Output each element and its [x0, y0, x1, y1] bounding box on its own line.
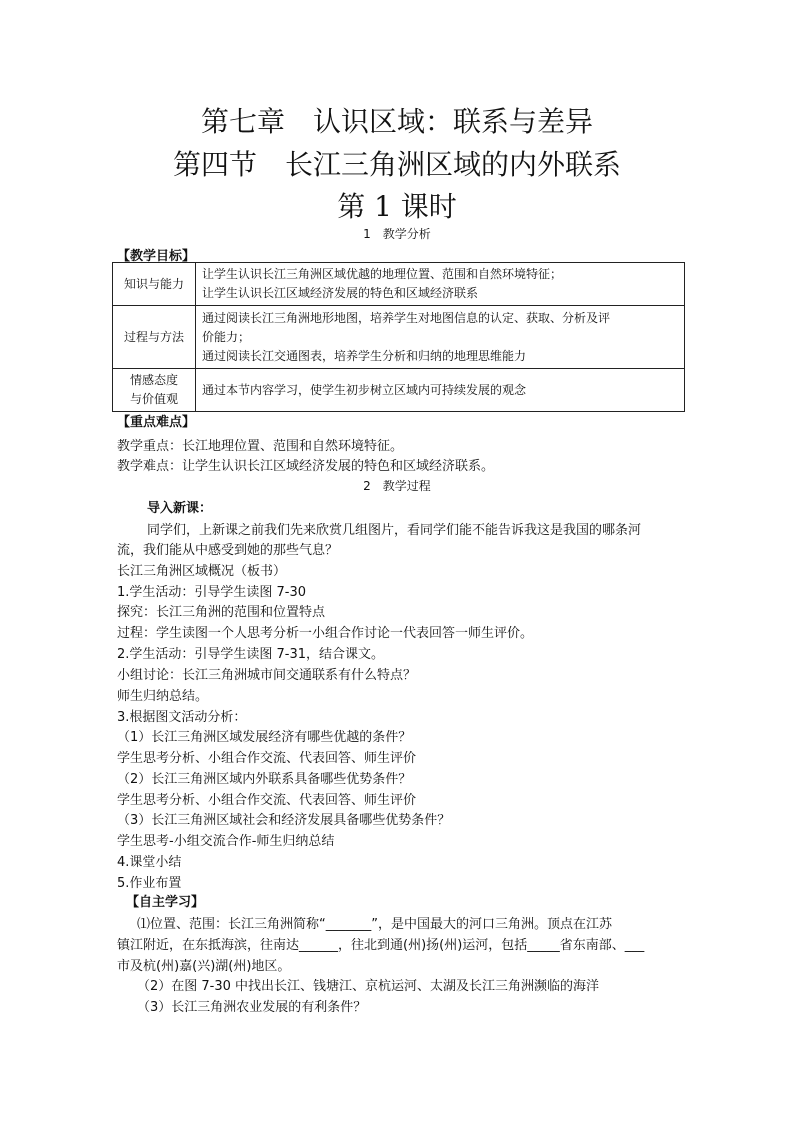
analysis-heading: 1 教学分析	[363, 227, 431, 241]
body-line: 探究：长江三角洲的范围和位置特点	[117, 605, 326, 620]
goals-text-line: 让学生认识长江区域经济发展的特色和区域经济联系	[202, 286, 479, 300]
goals-content-knowledge	[196, 263, 685, 306]
goals-table	[112, 262, 685, 412]
self-study-line: 镇江附近，在东抵海滨，往南达______，往北到通(州)扬(州)运河，包括_____省东南部、___	[117, 938, 645, 953]
self-study-line: 市及杭(州)嘉(兴)湖(州)地区。	[117, 959, 291, 974]
body-line: 过程：学生读图一个人思考分析一小组合作讨论一代表回答一师生评价。	[117, 626, 534, 641]
self-study-line: （3）长江三角洲农业发展的有利条件？	[137, 1000, 367, 1015]
self-study-heading: 【自主学习】	[126, 895, 205, 910]
self-study-line: ⑴位置、范围：长江三角洲简称“_______”，是中国最大的河口三角洲。顶点在江苏	[137, 917, 612, 932]
body-line: 小组讨论：长江三角洲城市间交通联系有什么特点？	[117, 668, 417, 683]
goals-text-line: 通过阅读长江三角洲地形地图，培养学生对地图信息的认定、获取、分析及评	[202, 310, 611, 325]
intro-heading: 导入新课：	[147, 501, 213, 516]
goals-row-process	[113, 306, 685, 369]
process-heading: 2 教学过程	[363, 479, 431, 493]
goals-text-line: 通过阅读长江交通图表，培养学生分析和归纳的地理思维能力	[202, 348, 527, 363]
goals-label-process: 过程与方法	[113, 306, 196, 369]
body-line: （3）长江三角洲区域社会和经济发展具备哪些优势条件？	[117, 813, 451, 828]
goals-heading: 【教学目标】	[117, 249, 196, 264]
body-line: 5.作业布置	[117, 876, 182, 891]
key-points-heading: 【重点难点】	[117, 415, 196, 430]
lesson-title: 第 1 课时	[337, 190, 457, 223]
body-line: 长江三角洲区域概况（板书）	[117, 564, 287, 579]
goals-content-process	[196, 306, 685, 369]
body-line: 4.课堂小结	[117, 855, 182, 870]
goals-text-line: 让学生认识长江三角洲区域优越的地理位置、范围和自然环境特征；	[202, 267, 563, 281]
key-point-text: 教学重点：长江地理位置、范围和自然环境特征。	[117, 439, 404, 454]
body-line: 1.学生活动：引导学生读图 7-30	[117, 585, 307, 600]
body-line: 学生思考-小组交流合作-师生归纳总结	[117, 834, 335, 849]
goals-row-knowledge	[113, 263, 685, 306]
goals-label-attitude	[113, 369, 196, 412]
goals-row-attitude	[113, 369, 685, 412]
body-line: 同学们，上新课之前我们先来欣赏几组图片，看同学们能不能告诉我这是我国的哪条河	[147, 523, 642, 538]
goals-label-knowledge: 知识与能力	[113, 263, 196, 306]
body-line: 2.学生活动：引导学生读图 7-31，结合课文。	[117, 647, 385, 662]
body-line: 学生思考分析、小组合作交流、代表回答、师生评价	[117, 751, 417, 766]
goals-label-line: 情感态度	[129, 373, 178, 387]
goals-content-attitude	[196, 369, 685, 412]
goals-text-line: 价能力；	[202, 329, 251, 344]
body-line: （1）长江三角洲区域发展经济有哪些优越的条件？	[117, 730, 412, 745]
body-line: 流，我们能从中感受到她的那些气息？	[117, 543, 339, 558]
body-line: 师生归纳总结。	[117, 689, 209, 704]
body-line: 3.根据图文活动分析：	[117, 710, 247, 725]
goals-label-line: 与价值观	[129, 392, 178, 406]
body-line: （2）长江三角洲区域内外联系具备哪些优势条件？	[117, 772, 412, 787]
self-study-line: （2）在图 7-30 中找出长江、钱塘江、京杭运河、太湖及长江三角洲濒临的海洋	[137, 979, 600, 994]
section-title: 第四节 长江三角洲区域的内外联系	[172, 148, 621, 181]
goals-text-line: 通过本节内容学习，使学生初步树立区域内可持续发展的观念	[202, 382, 527, 397]
body-line: 学生思考分析、小组合作交流、代表回答、师生评价	[117, 793, 417, 808]
chapter-title: 第七章 认识区域：联系与差异	[200, 105, 593, 138]
difficult-point-text: 教学难点：让学生认识长江区域经济发展的特色和区域经济联系。	[117, 459, 495, 474]
